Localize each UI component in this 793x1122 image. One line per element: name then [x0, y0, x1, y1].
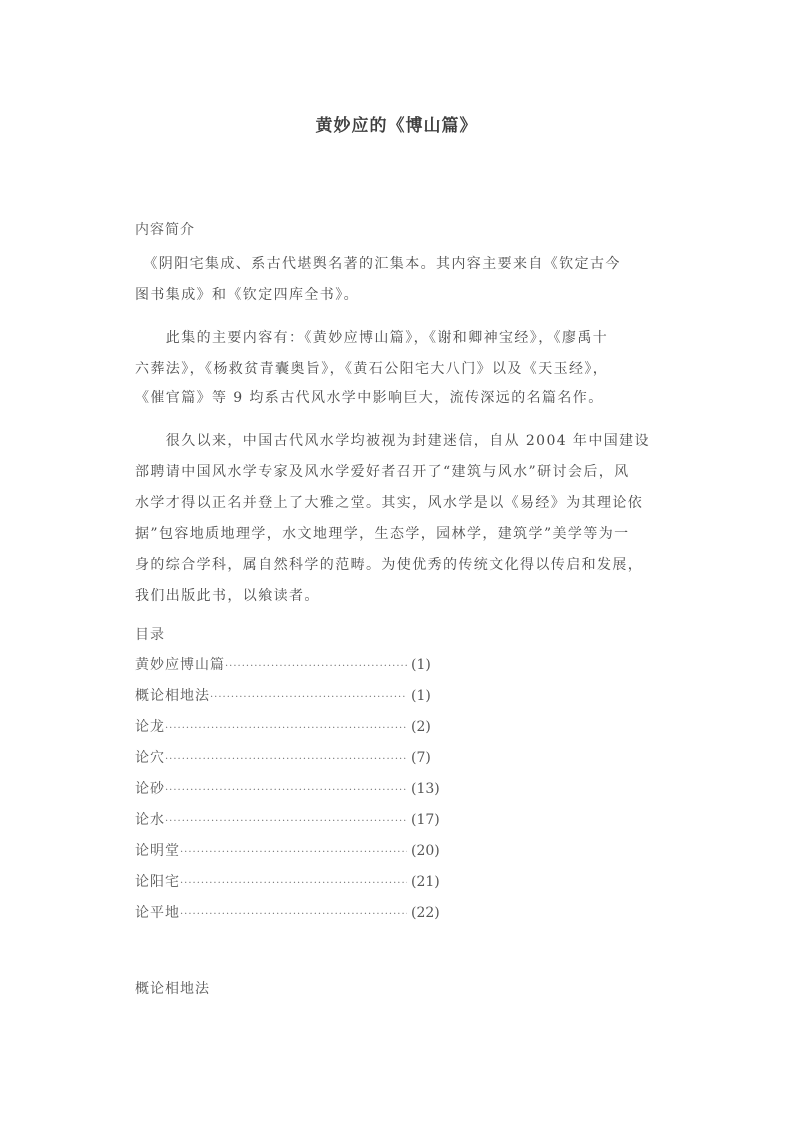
dot-leader	[165, 778, 407, 804]
toc-entry-page: (17)	[411, 812, 440, 828]
toc-entry[interactable]	[135, 745, 445, 776]
paragraph-line: 图书集成》和《钦定四库全书》。	[135, 287, 359, 303]
paragraph-line: 《阴阳宅集成、系古代堪舆名著的汇集本。其内容主要来自《钦定古今	[135, 256, 621, 272]
toc-entry-label: 黄妙应博山篇	[135, 657, 225, 673]
toc-entry-page: (20)	[411, 843, 440, 859]
toc-heading: 目录	[135, 627, 165, 643]
toc-entry-page: (7)	[411, 750, 431, 766]
dot-leader	[210, 685, 407, 711]
toc-entry[interactable]	[135, 652, 445, 683]
dot-leader	[165, 716, 407, 742]
toc-entry-page: (2)	[411, 719, 431, 735]
dot-leader	[225, 654, 407, 680]
toc-entry-label: 论砂	[135, 781, 165, 797]
toc-entry-page: (1)	[411, 688, 431, 704]
paragraph-line: 部聘请中国风水学专家及风水学爱好者召开了“建筑与风水”研讨会后，风	[135, 464, 630, 480]
paragraph-line: 此集的主要内容有：《黄妙应博山篇》，《谢和卿神宝经》，《廖禹十	[135, 330, 609, 346]
paragraph-line: 六葬法》，《杨救贫青囊奥旨》，《黄石公阳宅大八门》以及《天玉经》，	[135, 361, 609, 377]
toc-entry-page: (1)	[411, 657, 431, 673]
toc-entry-label: 论平地	[135, 905, 180, 921]
toc-entry-page: (22)	[411, 905, 440, 921]
dot-leader	[180, 902, 407, 928]
toc-entry-label: 论龙	[135, 719, 165, 735]
dot-leader	[180, 840, 407, 866]
toc-entry[interactable]	[135, 900, 445, 931]
toc-entry[interactable]	[135, 807, 445, 838]
toc-entry-label: 概论相地法	[135, 688, 210, 704]
toc-entry[interactable]	[135, 776, 445, 807]
toc-entry-label: 论穴	[135, 750, 165, 766]
paragraph-line: 水学才得以正名并登上了大雅之堂。其实，风水学是以《易经》为其理论依	[135, 495, 644, 511]
intro-paragraph-1	[135, 249, 659, 311]
intro-paragraph-3	[135, 426, 659, 612]
section-heading: 概论相地法	[135, 981, 210, 997]
paragraph-line: 《催官篇》等 9 均系古代风水学中影响巨大，流传深远的名篇名作。	[135, 390, 604, 406]
dot-leader	[165, 809, 407, 835]
document-title: 黄妙应的《博山篇》	[315, 116, 478, 136]
paragraph-line: 据”包容地质地理学，水文地理学，生态学，园林学，建筑学”美学等为一	[135, 526, 630, 542]
toc-entry-page: (21)	[411, 874, 440, 890]
toc-entry-label: 论阳宅	[135, 874, 180, 890]
dot-leader	[165, 747, 407, 773]
toc-entry-label: 论水	[135, 812, 165, 828]
paragraph-line: 很久以来，中国古代风水学均被视为封建迷信，自从 2004 年中国建设	[135, 433, 650, 449]
paragraph-line: 身的综合学科，属自然科学的范畴。为使优秀的传统文化得以传启和发展，	[135, 557, 644, 573]
intro-paragraph-2	[135, 323, 659, 412]
toc-entry[interactable]	[135, 714, 445, 745]
toc-entry[interactable]	[135, 869, 445, 900]
toc-entry[interactable]	[135, 838, 445, 869]
paragraph-line: 我们出版此书，以飨读者。	[135, 588, 320, 604]
table-of-contents	[135, 652, 455, 931]
toc-entry[interactable]	[135, 683, 445, 714]
toc-entry-page: (13)	[411, 781, 440, 797]
toc-entry-label: 论明堂	[135, 843, 180, 859]
dot-leader	[180, 871, 407, 897]
intro-heading: 内容简介	[135, 222, 195, 238]
